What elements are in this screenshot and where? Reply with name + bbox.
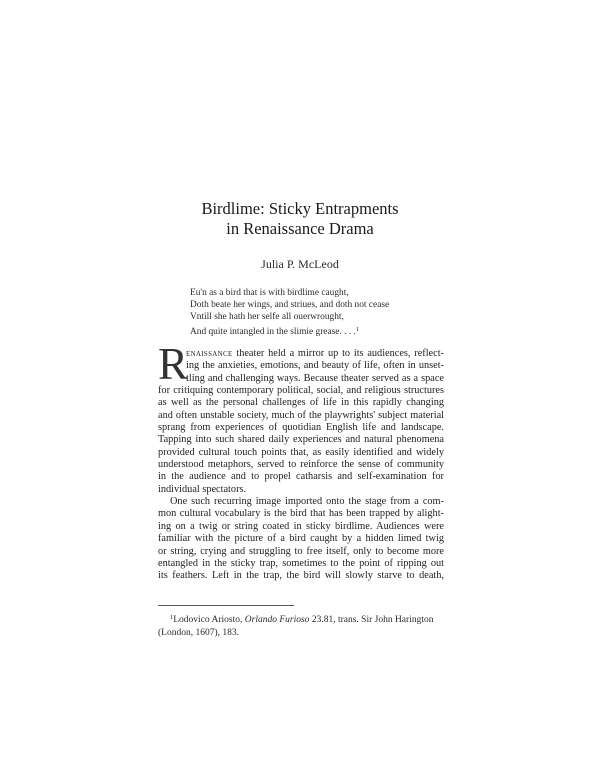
body-text [158, 348, 444, 583]
footnote-marker: 1 [170, 614, 174, 621]
footnote-line: (London, 1607), 183. [158, 627, 240, 638]
drop-cap: R [158, 339, 189, 389]
body-line: or string, crying and struggling to free itself, only to become more [158, 545, 444, 557]
body-line: mon cultural vocabulary is the bird that has been trapped by alight- [158, 508, 444, 520]
body-line: individual spectators. [158, 483, 247, 495]
body-line: One such recurring image imported onto the stage from a com- [170, 496, 444, 508]
body-line: its feathers. Left in the trap, the bird will slowly starve to death, [158, 570, 444, 582]
epigraph-line: Vntill she hath her selfe all ouerwrought, [190, 312, 344, 323]
footnote-citation: 23.81, trans. Sir John Harington [309, 615, 434, 625]
epigraph-line [190, 324, 450, 338]
first-word-small-caps: enaissance [186, 348, 233, 359]
body-line: for critiquing contemporary political, social, and religious structures [158, 385, 444, 397]
footnote [158, 612, 444, 639]
body-line: tling and challenging ways. Because theater served as a space [186, 372, 444, 384]
footnote-work-title: Orlando Furioso [244, 615, 310, 625]
author-name: Julia P. McLeod [261, 257, 339, 271]
body-line: provided cultural touch points that, as easily identified and widely [158, 446, 444, 458]
epigraph-line: Doth beate her wings, and striues, and doth not cease [190, 300, 390, 311]
article-title-line-2: in Renaissance Drama [226, 219, 374, 238]
body-line: understood metaphors, served to reinforce the sense of community [158, 459, 444, 471]
body-line: entangled in the sticky trap, sometimes to the point of ripping out [158, 557, 444, 569]
body-line: familiar with the picture of a bird caught by a hidden limed twig [158, 533, 444, 545]
body-line: ing on a twig or string coated in sticky birdlime. Audiences were [158, 520, 444, 532]
body-line: and often unstable society, much of the playwrights' subject material [158, 409, 444, 421]
body-line: Tapping into such shared daily experiences and natural phenomena [158, 434, 444, 446]
footnote-author: Lodovico Ariosto, [173, 615, 245, 625]
body-line: sprang from experiences of quotidian English life and landscape. [158, 422, 444, 434]
body-line [158, 348, 444, 360]
epigraph-line: Eu'n as a bird that is with birdlime caught, [190, 288, 349, 298]
footnote-line [158, 612, 444, 627]
footnote-reference[interactable]: 1 [355, 325, 360, 333]
body-line: in the audience and to propel catharsis and self-examination for [158, 471, 444, 483]
body-line: as well as the personal challenges of life in this rapidly changing [158, 397, 444, 409]
epigraph [190, 287, 450, 338]
body-line-text: theater held a mirror up to its audiences, reflect- [236, 348, 444, 359]
body-line: ing the anxieties, emotions, and beauty of life, often in unset- [186, 360, 444, 372]
footnote-divider [158, 605, 294, 606]
epigraph-last-text: And quite intangled in the slimie grease. . . . [190, 326, 356, 337]
article-title-line-1: Birdlime: Sticky Entrapments [201, 199, 399, 218]
